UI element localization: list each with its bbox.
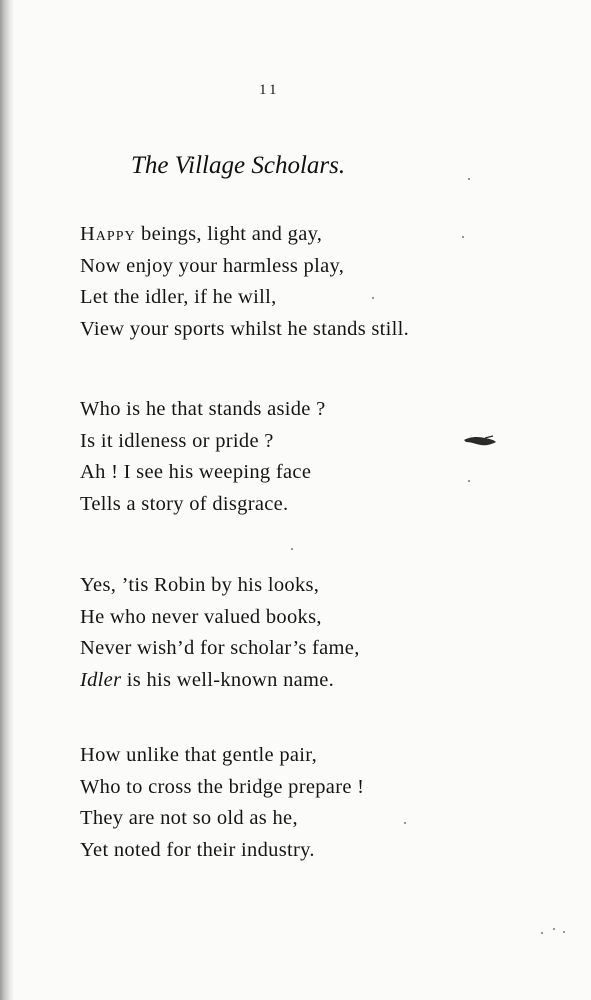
poem-line: Yet noted for their industry.: [80, 838, 315, 861]
stanza-1: [80, 219, 409, 345]
poem-line: How unlike that gentle pair,: [80, 744, 318, 766]
paper-speck: [462, 236, 464, 238]
paper-speck: [541, 932, 543, 934]
poem-line: Let the idler, if he will,: [80, 286, 277, 308]
paper-speck: [404, 822, 406, 824]
poem-line: They are not so old as he,: [80, 807, 298, 829]
paper-speck: [372, 297, 374, 299]
poem-line: Yes, ’tis Robin by his looks,: [80, 574, 320, 596]
poem-title: The Village Scholars.: [131, 152, 346, 179]
poem-line: Never wish’d for scholar’s fame,: [80, 637, 360, 659]
paper-speck: [468, 178, 470, 180]
poem-line: He who never valued books,: [80, 605, 322, 628]
ink-smudge: [463, 435, 497, 447]
poem-line: Who to cross the bridge prepare !: [80, 775, 365, 798]
line-lead-small-caps: Happy: [80, 223, 136, 245]
paper-speck: [563, 931, 565, 933]
poem-line: [80, 219, 409, 251]
poem-line: Tells a story of disgrace.: [80, 492, 289, 515]
line-rest: is his well-known name.: [121, 668, 335, 691]
poem-line: View your sports whilst he stands still.: [80, 317, 410, 340]
stanza-2: [80, 394, 326, 520]
page-number: 11: [259, 82, 280, 98]
line-lead-italic: Idler: [80, 668, 122, 691]
stanza-3: [80, 570, 360, 696]
poem-line: Who is he that stands aside ?: [80, 398, 326, 420]
paper-speck: [553, 928, 555, 930]
poem-line: Now enjoy your harmless play,: [80, 254, 345, 277]
paper-speck: [468, 480, 470, 482]
page-binding-edge: [0, 0, 14, 1000]
poem-line: Is it idleness or pride ?: [80, 429, 274, 452]
paper-speck: [291, 548, 293, 550]
poem-line: Ah ! I see his weeping face: [80, 461, 312, 483]
poem-line: [80, 665, 360, 697]
line-rest: beings, light and gay,: [135, 223, 323, 245]
stanza-4: [80, 740, 364, 866]
